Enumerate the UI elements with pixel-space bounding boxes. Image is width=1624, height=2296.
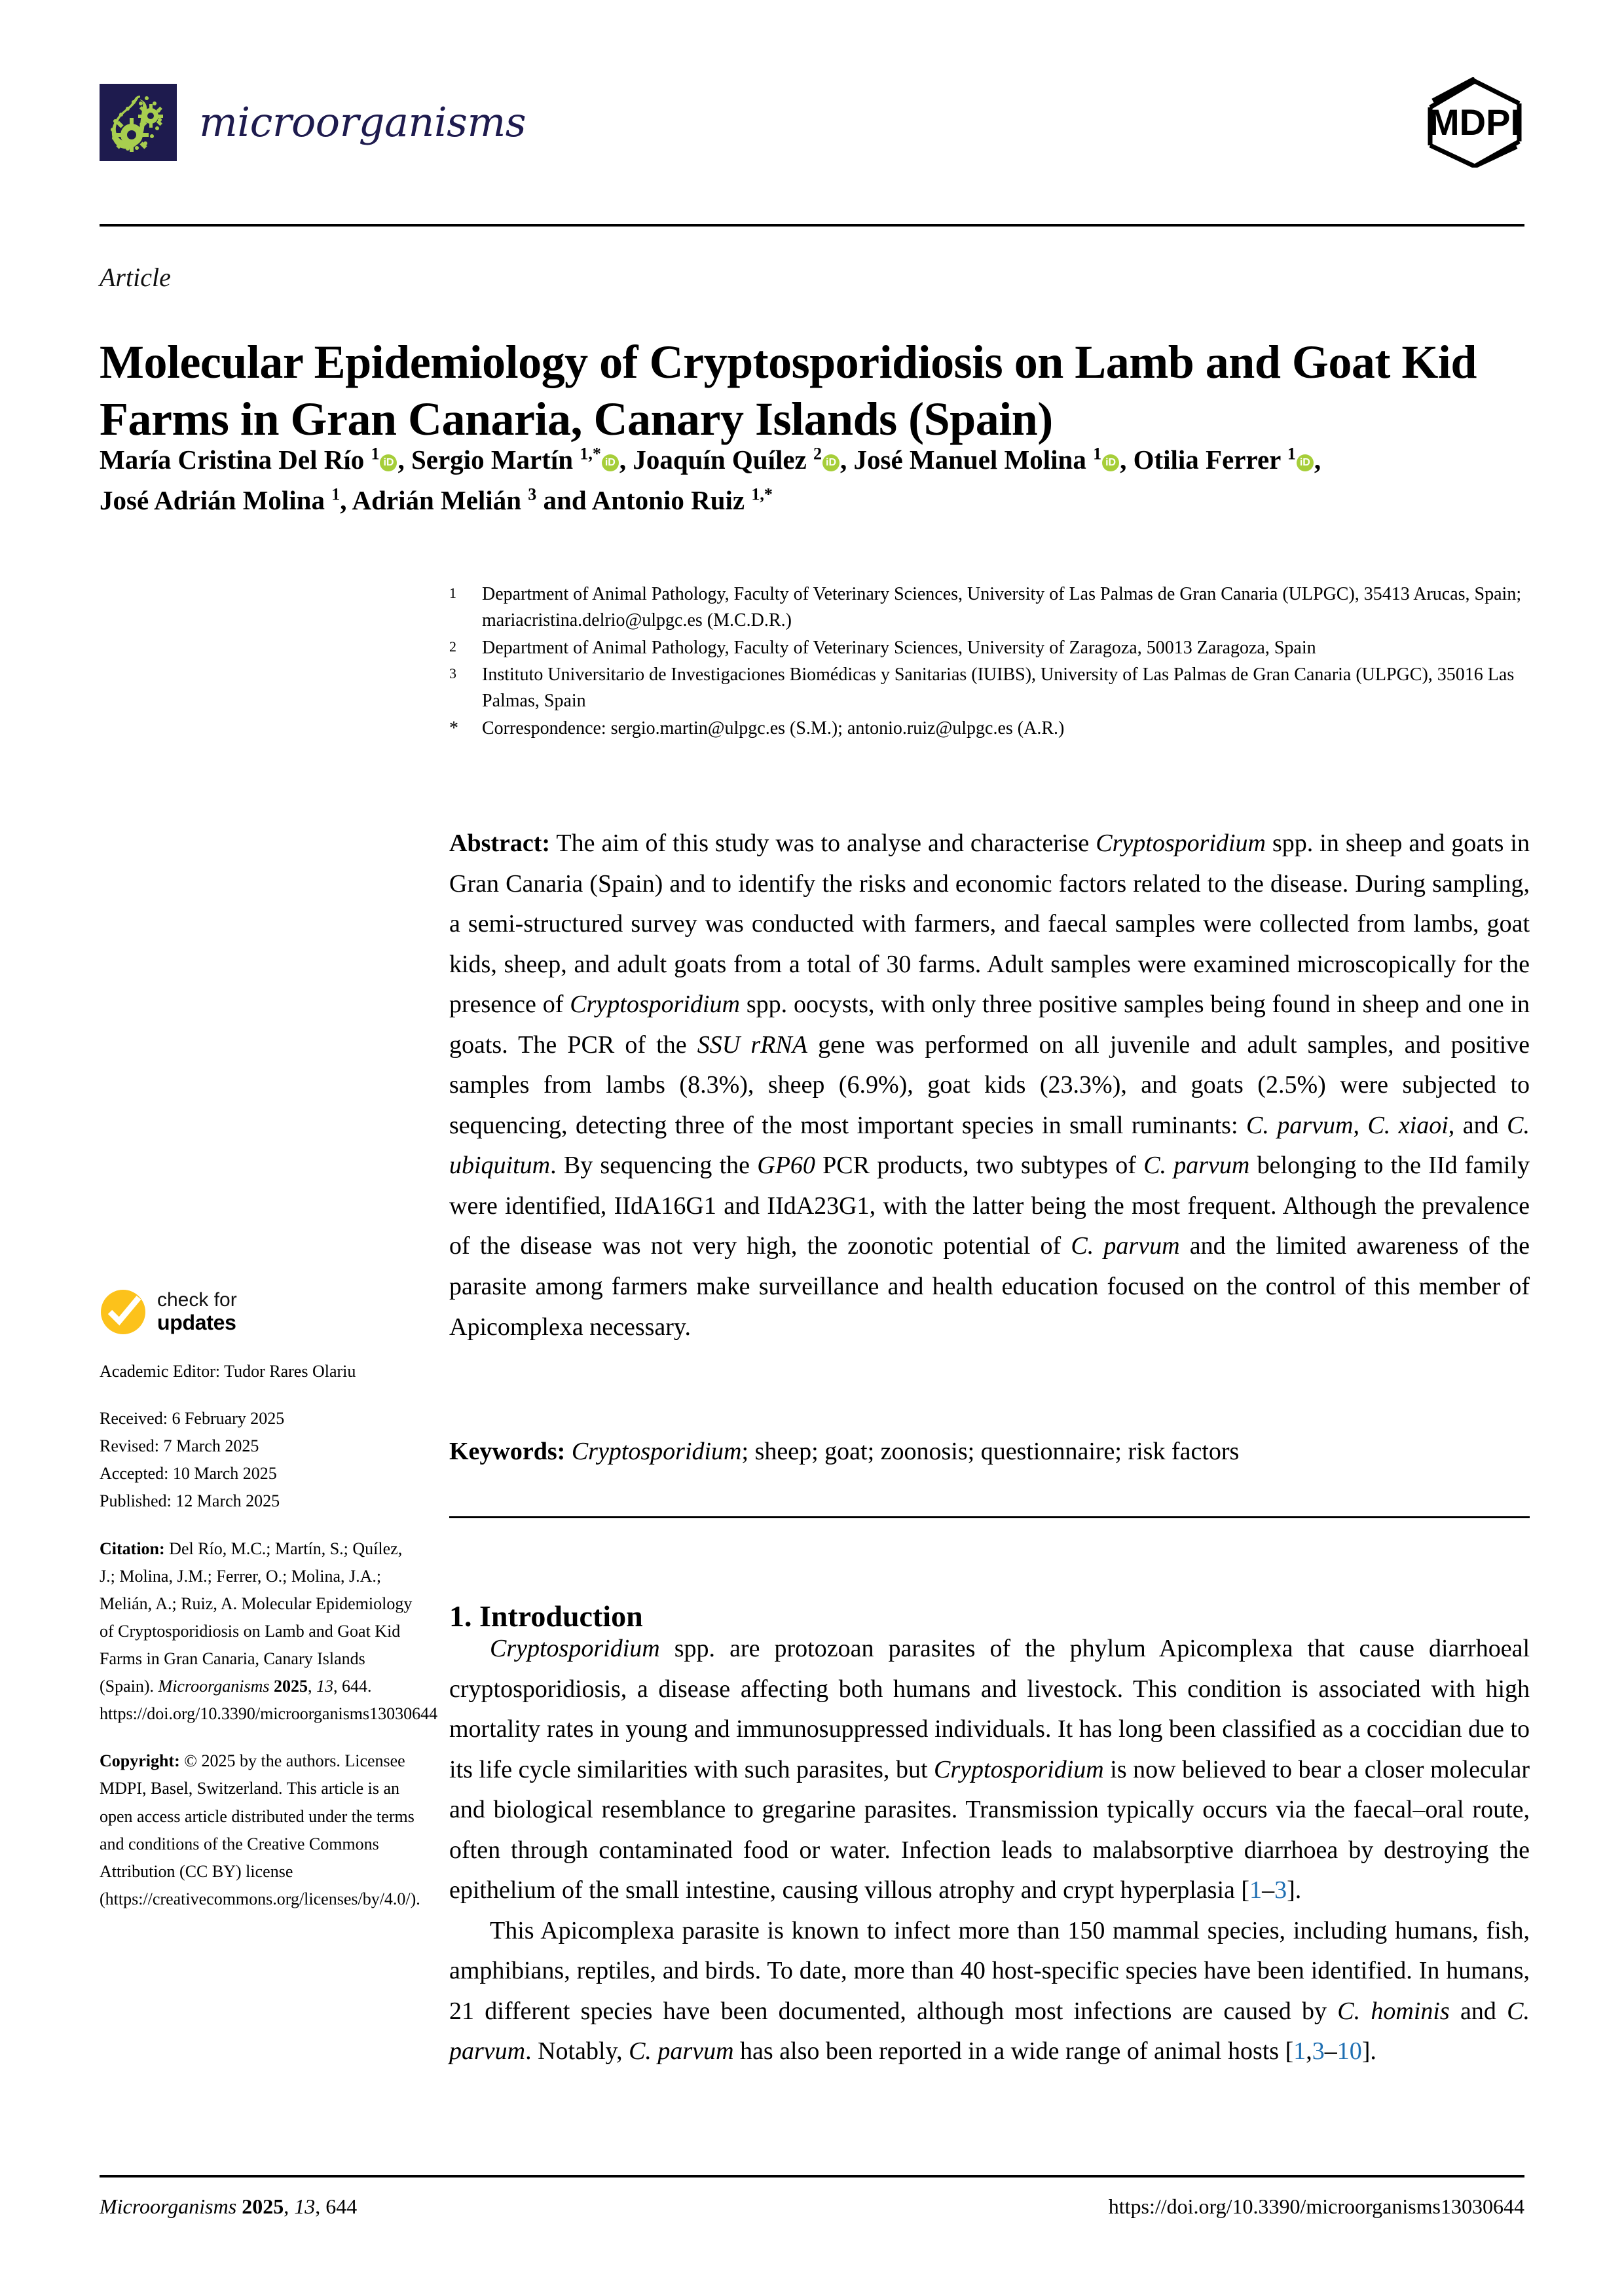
orcid-icon[interactable]: iD [1297, 454, 1314, 471]
date-received: Received: 6 February 2025 [100, 1409, 285, 1429]
copyright-block [100, 1747, 420, 1913]
author-list [100, 440, 1534, 520]
keywords-section [449, 1432, 1530, 1471]
cfu-line-1: check for [157, 1289, 237, 1311]
footer-divider [100, 2175, 1524, 2178]
correspondence-item [449, 716, 1530, 742]
abstract-section [449, 824, 1530, 1347]
article-sidebar [100, 1288, 438, 1933]
affiliation-text: Instituto Universitario de Investigaciones Biomédicas y Sanitarias (IUIBS), University of Las Palmas de Gran Canaria (ULPGC), 35016 Las Palmas, Spain [482, 665, 1515, 711]
affiliation-marker: 3 [449, 665, 456, 682]
date-revised: Revised: 7 March 2025 [100, 1436, 259, 1456]
orcid-icon[interactable]: iD [602, 454, 619, 471]
abstract-divider [449, 1516, 1530, 1518]
affiliation-item [449, 662, 1530, 714]
section-heading-introduction: 1. Introduction [449, 1599, 643, 1633]
header-divider [100, 224, 1524, 227]
keywords-text: Cryptosporidium; sheep; goat; zoonosis; questionnaire; risk factors [571, 1438, 1240, 1465]
microorganism-logo-icon [100, 84, 177, 161]
author-line-1: María Cristina Del Río $^1$ iD , Sergio Martín $^{1,*}$ iD , Joaquín Quílez $^2$ iD , José Manuel Molina $^1$ iD , Otilia Ferrer $^1$ iD , [100, 444, 1321, 475]
svg-text:MDPI: MDPI [1429, 101, 1521, 143]
affiliation-text: Department of Animal Pathology, Faculty of Veterinary Sciences, University of Las Palmas de Gran Canaria (ULPGC), 35413 Arucas, Spain; mariacristina.delrio@ulpgc.es (M.C.D.R.) [482, 584, 1522, 630]
footer-citation: Microorganisms 2025, 13, 644 [100, 2195, 358, 2218]
affiliation-text: Department of Animal Pathology, Faculty of Veterinary Sciences, University of Zaragoza, 50013 Zaragoza, Spain [482, 637, 1316, 658]
orcid-icon[interactable]: iD [1102, 454, 1119, 471]
abstract-label: Abstract: [449, 829, 551, 857]
citation-block [100, 1535, 438, 1728]
check-circle-icon [100, 1288, 147, 1336]
journal-masthead [100, 84, 1524, 161]
correspondence-text: Correspondence: sergio.martin@ulpgc.es (S.M.); antonio.ruiz@ulpgc.es (A.R.) [482, 718, 1065, 738]
author-line-2: José Adrián Molina $^1$, Adrián Melián $^3$ and Antonio Ruiz $^{1,*}$ [100, 484, 773, 515]
abstract-text: The aim of this study was to analyse and characterise Cryptosporidium spp. in sheep and goats in Gran Canaria (Spain) and to identify the risks and economic factors related to the disease. During sampling, a semi-structured survey was conducted with farmers, and faecal samples were collected from lambs, goat kids, sheep, and adult goats from a total of 30 farms. Adult samples were examined microscopically for the presence of Cryptosporidium spp. oocysts, with only three positive samples being found in sheep and one in goats. The PCR of the SSU rRNA gene was performed on all juvenile and adult samples, and positive samples from lambs (8.3%), sheep (6.9%), goat kids (23.3%), and goats (2.5%) were subjected to sequencing, detecting three of the most important species in small ruminants: C. parvum, C. xiaoi, and C. ubiquitum. By sequencing the GP60 PCR products, two subtypes of C. parvum belonging to the IId family were identified, IIdA16G1 and IIdA23G1, with the latter being the most frequent. Although the prevalence of the disease was not very high, the zoonotic potential of C. parvum and the limited awareness of the parasite among farmers make surveillance and health education focused on the control of this member of Apicomplexa necessary. [449, 829, 1530, 1341]
citation-label: Citation: [100, 1539, 165, 1558]
correspondence-marker: * [449, 718, 458, 738]
affiliation-item [449, 635, 1530, 661]
academic-editor: Academic Editor: Tudor Rares Olariu [100, 1362, 356, 1381]
journal-brand [100, 84, 526, 161]
orcid-icon[interactable]: iD [822, 454, 840, 471]
date-published: Published: 12 March 2025 [100, 1491, 280, 1511]
article-type-label: Article [100, 263, 171, 292]
paragraph: This Apicomplexa parasite is known to infect more than 150 mammal species, including humans, fish, amphibians, reptiles, and birds. To date, more than 40 host-specific species have been identified. In humans, 21 different species have been documented, although most infections are caused by C. hominis and C. parvum. Notably, C. parvum has also been reported in a wide range of animal hosts [1,3–10]. [449, 1916, 1530, 2066]
page-footer [100, 2195, 1524, 2219]
affiliation-marker: 2 [449, 638, 456, 655]
affiliation-marker: 1 [449, 585, 456, 601]
page-title: Molecular Epidemiology of Cryptosporidiosis on Lamb and Goat Kid Farms in Gran Canaria, Canary Islands (Spain) [100, 336, 1477, 446]
publication-dates [100, 1405, 420, 1515]
check-for-updates-badge[interactable] [100, 1288, 420, 1336]
mdpi-logo-icon [1425, 77, 1524, 168]
introduction-body [449, 1629, 1530, 2072]
footer-doi[interactable]: https://doi.org/10.3390/microorganisms13030644 [1108, 2195, 1524, 2218]
journal-name: microorganisms [199, 98, 526, 146]
cfu-line-2: updates [157, 1310, 236, 1334]
date-accepted: Accepted: 10 March 2025 [100, 1464, 277, 1484]
affiliation-list [449, 581, 1530, 743]
citation-text: Del Río, M.C.; Martín, S.; Quílez, J.; Molina, J.M.; Ferrer, O.; Molina, J.A.; Melián, A.; Ruiz, A. Molecular Epidemiology of Cryptosporidiosis on Lamb and Goat Kid Farms in Gran Canaria, Canary Islands (Spain). Microorganisms 2025, 13, 644. https://doi.org/10.3390/microorganisms13030644 [100, 1539, 438, 1724]
check-for-updates-label [157, 1289, 237, 1334]
copyright-label: Copyright: [100, 1751, 180, 1771]
affiliation-item [449, 581, 1530, 634]
paragraph: Cryptosporidium spp. are protozoan parasites of the phylum Apicomplexa that cause diarrhoeal cryptosporidiosis, a disease affecting both humans and livestock. This condition is associated with high mortality rates in young and immunosuppressed individuals. It has long been classified as a coccidian due to its life cycle similarities with such parasites, but Cryptosporidium is now believed to bear a closer molecular and biological resemblance to gregarine parasites. Transmission typically occurs via the faecal–oral route, often through contaminated food or water. Infection leads to malabsorptive diarrhoea by destroying the epithelium of the small intestine, causing villous atrophy and crypt hyperplasia [1–3]. [449, 1635, 1530, 1904]
keywords-label: Keywords: [449, 1438, 566, 1465]
copyright-text: © 2025 by the authors. Licensee MDPI, Basel, Switzerland. This article is an open access article distributed under the terms and conditions of the Creative Commons Attribution (CC BY) license (https://creativecommons.org/licenses/by/4.0/). [100, 1751, 420, 1908]
orcid-icon[interactable]: iD [380, 454, 397, 471]
